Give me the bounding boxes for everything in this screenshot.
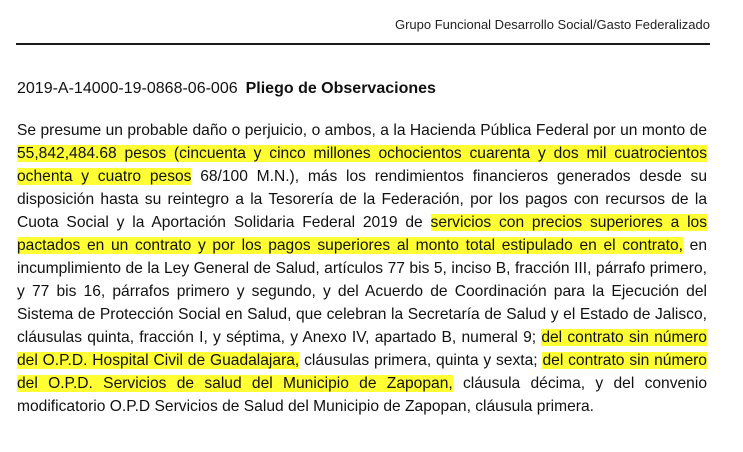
highlighted-services: servicios con precios superiores a los pactados en un contrato y por los pagos superiores al monto total estipulado en el contrato, [17,214,707,254]
highlighted-contract-hospital: del contrato sin número del O.P.D. Hospital Civil de Guadalajara, [17,329,707,369]
highlighted-amount: 55,842,484.68 pesos (cincuenta y cinco millones ochocientos cuarenta y dos mil cuatrocientos ochenta y cuatro pesos [17,145,707,185]
observation-code: 2019-A-14000-19-0868-06-006 [17,80,238,97]
header-title: Grupo Funcional Desarrollo Social/Gasto Federalizado [394,17,710,32]
observation-paragraph [17,119,707,418]
paragraph-text: 68/100 M.N.), más los rendimientos financieros generados desde su disposición hasta su reintegro a la Tesorería de la Federación, por los pagos con recursos de la Cuota Social y la Aportación Solidaria Federal 2019 de [17,168,707,231]
highlighted-contract-zapopan: del contrato sin número del O.P.D. Servicios de salud del Municipio de Zapopan, [17,352,707,392]
paragraph-text: en incumplimiento de la Ley General de Salud, artículos 77 bis 5, inciso B, fracción III, párrafo primero, y 77 bis 16, párrafos primero y segundo, y del Acuerdo de Coordinación para la Ejecución del Sistema de Protección Social en Salud, que celebran la Secretaría de Salud y el Estado de Jalisco, cláusulas quinta, fracción I, y séptima, y Anexo IV, apartado B, numeral 9; [17,237,707,346]
paragraph-text: cláusula décima, y del convenio modificatorio O.P.D Servicios de Salud del Municipio de Zapopan, cláusula primera. [17,375,707,415]
paragraph-text: Se presume un probable daño o perjuicio, o ambos, a la Hacienda Pública Federal por un monto de [17,122,707,139]
paragraph-text: cláusulas primera, quinta y sexta; [299,352,543,369]
observation-label: Pliego de Observaciones [245,80,436,97]
observation-title [17,80,436,98]
page-header [16,0,710,45]
